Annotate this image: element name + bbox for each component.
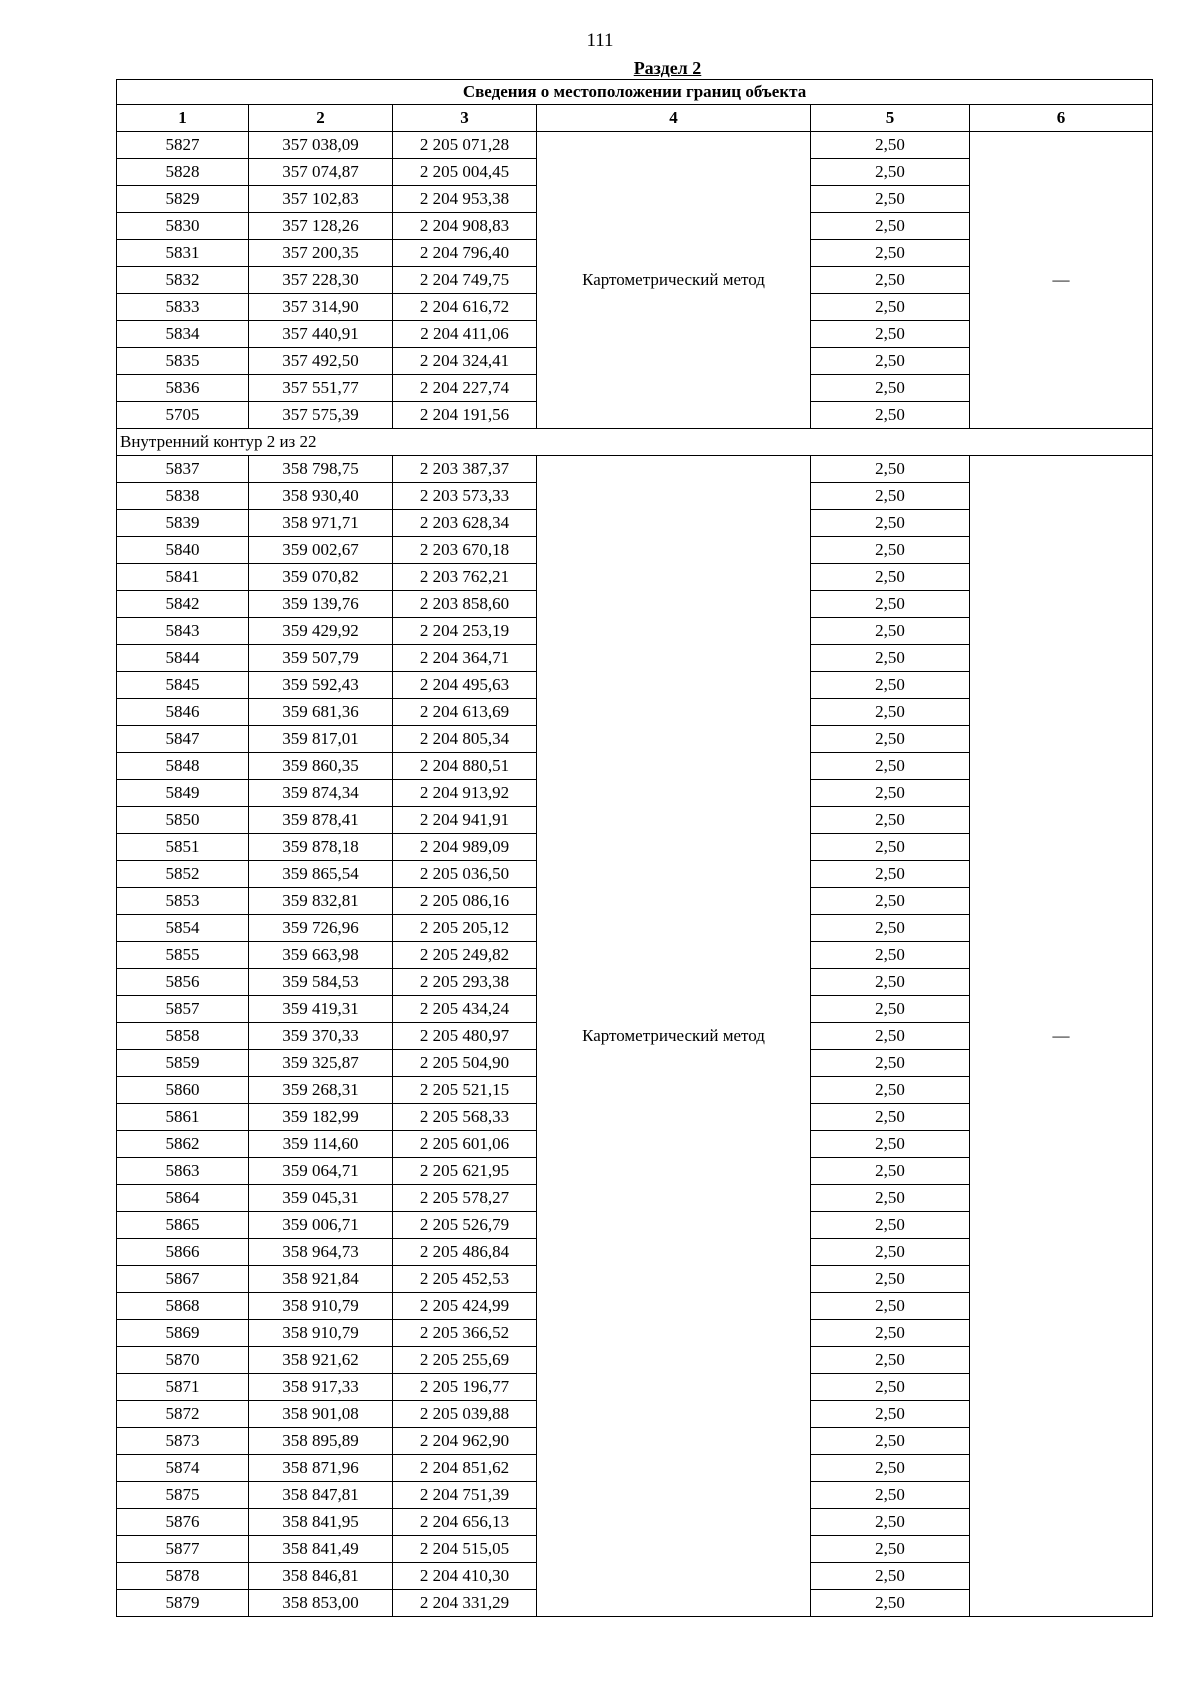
method-cell: Картометрический метод — [537, 132, 811, 429]
accuracy-value: 2,50 — [811, 537, 970, 564]
point-number: 5837 — [117, 456, 249, 483]
point-number: 5830 — [117, 213, 249, 240]
coordinate-x: 358 910,79 — [249, 1293, 393, 1320]
coordinate-x: 358 846,81 — [249, 1563, 393, 1590]
coordinate-x: 359 878,41 — [249, 807, 393, 834]
accuracy-value: 2,50 — [811, 1239, 970, 1266]
point-number: 5827 — [117, 132, 249, 159]
point-number: 5834 — [117, 321, 249, 348]
coordinate-x: 359 832,81 — [249, 888, 393, 915]
coordinate-x: 359 726,96 — [249, 915, 393, 942]
coordinate-x: 357 551,77 — [249, 375, 393, 402]
coordinate-x: 359 325,87 — [249, 1050, 393, 1077]
coordinate-y: 2 205 434,24 — [393, 996, 537, 1023]
coordinate-x: 359 874,34 — [249, 780, 393, 807]
coordinate-x: 359 584,53 — [249, 969, 393, 996]
point-number: 5705 — [117, 402, 249, 429]
coordinate-x: 358 853,00 — [249, 1590, 393, 1617]
point-number: 5848 — [117, 753, 249, 780]
coordinate-x: 359 064,71 — [249, 1158, 393, 1185]
coordinate-y: 2 204 495,63 — [393, 672, 537, 699]
accuracy-value: 2,50 — [811, 618, 970, 645]
point-number: 5842 — [117, 591, 249, 618]
point-number: 5828 — [117, 159, 249, 186]
accuracy-value: 2,50 — [811, 1401, 970, 1428]
accuracy-value: 2,50 — [811, 1266, 970, 1293]
coordinate-y: 2 203 628,34 — [393, 510, 537, 537]
accuracy-value: 2,50 — [811, 1590, 970, 1617]
contour-label: Внутренний контур 2 из 22 — [117, 429, 1153, 456]
accuracy-value: 2,50 — [811, 699, 970, 726]
point-number: 5835 — [117, 348, 249, 375]
point-number: 5843 — [117, 618, 249, 645]
boundary-table — [116, 79, 1153, 1617]
accuracy-value: 2,50 — [811, 888, 970, 915]
coordinate-y: 2 205 452,53 — [393, 1266, 537, 1293]
accuracy-value: 2,50 — [811, 159, 970, 186]
coordinate-x: 357 102,83 — [249, 186, 393, 213]
coordinate-x: 359 865,54 — [249, 861, 393, 888]
point-number: 5850 — [117, 807, 249, 834]
coordinate-y: 2 204 331,29 — [393, 1590, 537, 1617]
point-number: 5876 — [117, 1509, 249, 1536]
accuracy-value: 2,50 — [811, 672, 970, 699]
coordinate-x: 359 139,76 — [249, 591, 393, 618]
accuracy-value: 2,50 — [811, 726, 970, 753]
point-number: 5841 — [117, 564, 249, 591]
coordinate-x: 359 507,79 — [249, 645, 393, 672]
coordinate-x: 359 006,71 — [249, 1212, 393, 1239]
accuracy-value: 2,50 — [811, 807, 970, 834]
coordinate-x: 358 971,71 — [249, 510, 393, 537]
coordinate-x: 359 663,98 — [249, 942, 393, 969]
coordinate-y: 2 204 908,83 — [393, 213, 537, 240]
point-number: 5833 — [117, 294, 249, 321]
point-number: 5865 — [117, 1212, 249, 1239]
point-number: 5857 — [117, 996, 249, 1023]
coordinate-x: 359 592,43 — [249, 672, 393, 699]
coordinate-x: 359 419,31 — [249, 996, 393, 1023]
point-number: 5871 — [117, 1374, 249, 1401]
accuracy-value: 2,50 — [811, 591, 970, 618]
page-number: 111 — [586, 30, 614, 51]
accuracy-value: 2,50 — [811, 564, 970, 591]
point-number: 5864 — [117, 1185, 249, 1212]
accuracy-value: 2,50 — [811, 1212, 970, 1239]
accuracy-value: 2,50 — [811, 1347, 970, 1374]
column-number-row — [117, 105, 1153, 132]
coordinate-y: 2 204 253,19 — [393, 618, 537, 645]
coordinate-y: 2 204 191,56 — [393, 402, 537, 429]
accuracy-value: 2,50 — [811, 834, 970, 861]
accuracy-value: 2,50 — [811, 1563, 970, 1590]
coordinate-y: 2 204 751,39 — [393, 1482, 537, 1509]
accuracy-value: 2,50 — [811, 402, 970, 429]
point-number: 5839 — [117, 510, 249, 537]
coordinate-y: 2 203 762,21 — [393, 564, 537, 591]
point-number: 5879 — [117, 1590, 249, 1617]
coordinate-y: 2 203 573,33 — [393, 483, 537, 510]
accuracy-value: 2,50 — [811, 1428, 970, 1455]
point-number: 5858 — [117, 1023, 249, 1050]
coordinate-y: 2 204 364,71 — [393, 645, 537, 672]
accuracy-value: 2,50 — [811, 1482, 970, 1509]
coordinate-x: 358 841,49 — [249, 1536, 393, 1563]
accuracy-value: 2,50 — [811, 267, 970, 294]
coordinate-y: 2 204 616,72 — [393, 294, 537, 321]
coordinate-x: 357 200,35 — [249, 240, 393, 267]
coordinate-y: 2 204 880,51 — [393, 753, 537, 780]
point-number: 5846 — [117, 699, 249, 726]
accuracy-value: 2,50 — [811, 1104, 970, 1131]
coordinate-x: 359 045,31 — [249, 1185, 393, 1212]
column-number-3: 3 — [393, 105, 537, 132]
coordinate-y: 2 203 387,37 — [393, 456, 537, 483]
coordinate-y: 2 204 953,38 — [393, 186, 537, 213]
coordinate-x: 357 074,87 — [249, 159, 393, 186]
accuracy-value: 2,50 — [811, 1320, 970, 1347]
coordinate-y: 2 205 621,95 — [393, 1158, 537, 1185]
table-row — [117, 132, 1153, 159]
coordinate-x: 357 038,09 — [249, 132, 393, 159]
coordinate-y: 2 204 962,90 — [393, 1428, 537, 1455]
point-number: 5859 — [117, 1050, 249, 1077]
point-number: 5836 — [117, 375, 249, 402]
coordinate-y: 2 205 601,06 — [393, 1131, 537, 1158]
point-number: 5874 — [117, 1455, 249, 1482]
coordinate-y: 2 204 410,30 — [393, 1563, 537, 1590]
point-number: 5855 — [117, 942, 249, 969]
point-number: 5872 — [117, 1401, 249, 1428]
point-number: 5870 — [117, 1347, 249, 1374]
coordinate-x: 359 070,82 — [249, 564, 393, 591]
coordinate-y: 2 205 039,88 — [393, 1401, 537, 1428]
accuracy-value: 2,50 — [811, 915, 970, 942]
coordinate-x: 359 817,01 — [249, 726, 393, 753]
accuracy-value: 2,50 — [811, 996, 970, 1023]
coordinate-y: 2 205 424,99 — [393, 1293, 537, 1320]
accuracy-value: 2,50 — [811, 240, 970, 267]
coordinate-y: 2 204 805,34 — [393, 726, 537, 753]
point-number: 5847 — [117, 726, 249, 753]
coordinate-x: 357 440,91 — [249, 321, 393, 348]
point-number: 5853 — [117, 888, 249, 915]
point-number: 5869 — [117, 1320, 249, 1347]
coordinate-y: 2 204 324,41 — [393, 348, 537, 375]
accuracy-value: 2,50 — [811, 375, 970, 402]
coordinate-x: 358 895,89 — [249, 1428, 393, 1455]
coordinate-x: 359 429,92 — [249, 618, 393, 645]
accuracy-value: 2,50 — [811, 1509, 970, 1536]
accuracy-value: 2,50 — [811, 1185, 970, 1212]
accuracy-value: 2,50 — [811, 132, 970, 159]
accuracy-value: 2,50 — [811, 1293, 970, 1320]
coordinate-y: 2 204 227,74 — [393, 375, 537, 402]
coordinate-y: 2 204 515,05 — [393, 1536, 537, 1563]
coordinate-x: 359 002,67 — [249, 537, 393, 564]
coordinate-x: 358 798,75 — [249, 456, 393, 483]
accuracy-value: 2,50 — [811, 942, 970, 969]
coordinate-y: 2 204 749,75 — [393, 267, 537, 294]
accuracy-value: 2,50 — [811, 1455, 970, 1482]
coordinate-y: 2 204 913,92 — [393, 780, 537, 807]
coordinate-y: 2 205 293,38 — [393, 969, 537, 996]
coordinate-y: 2 205 196,77 — [393, 1374, 537, 1401]
coordinate-x: 358 871,96 — [249, 1455, 393, 1482]
coordinate-y: 2 205 578,27 — [393, 1185, 537, 1212]
coordinate-x: 359 878,18 — [249, 834, 393, 861]
coordinate-x: 357 314,90 — [249, 294, 393, 321]
coordinate-y: 2 204 989,09 — [393, 834, 537, 861]
table-body — [117, 132, 1153, 1617]
accuracy-value: 2,50 — [811, 645, 970, 672]
coordinate-y: 2 204 796,40 — [393, 240, 537, 267]
accuracy-value: 2,50 — [811, 348, 970, 375]
coordinate-x: 359 681,36 — [249, 699, 393, 726]
coordinate-x: 359 182,99 — [249, 1104, 393, 1131]
coordinate-y: 2 205 480,97 — [393, 1023, 537, 1050]
point-number: 5863 — [117, 1158, 249, 1185]
point-number: 5832 — [117, 267, 249, 294]
coordinate-x: 358 901,08 — [249, 1401, 393, 1428]
table-row — [117, 456, 1153, 483]
coordinate-x: 359 860,35 — [249, 753, 393, 780]
point-number: 5877 — [117, 1536, 249, 1563]
coordinate-y: 2 205 004,45 — [393, 159, 537, 186]
coordinate-x: 357 575,39 — [249, 402, 393, 429]
accuracy-value: 2,50 — [811, 1536, 970, 1563]
coordinate-y: 2 205 526,79 — [393, 1212, 537, 1239]
coordinate-x: 358 930,40 — [249, 483, 393, 510]
accuracy-value: 2,50 — [811, 1023, 970, 1050]
point-number: 5854 — [117, 915, 249, 942]
coordinate-y: 2 205 249,82 — [393, 942, 537, 969]
accuracy-value: 2,50 — [811, 1050, 970, 1077]
coordinate-y: 2 205 086,16 — [393, 888, 537, 915]
coordinate-x: 358 921,62 — [249, 1347, 393, 1374]
table-caption: Сведения о местоположении границ объекта — [117, 80, 1153, 105]
contour-row — [117, 429, 1153, 456]
point-number: 5868 — [117, 1293, 249, 1320]
coordinate-y: 2 205 071,28 — [393, 132, 537, 159]
coordinate-x: 358 921,84 — [249, 1266, 393, 1293]
point-number: 5878 — [117, 1563, 249, 1590]
accuracy-value: 2,50 — [811, 1131, 970, 1158]
coordinate-y: 2 204 411,06 — [393, 321, 537, 348]
section-title: Раздел 2 — [633, 58, 702, 78]
point-number: 5831 — [117, 240, 249, 267]
column-number-4: 4 — [537, 105, 811, 132]
coordinate-x: 358 910,79 — [249, 1320, 393, 1347]
coordinate-x: 357 492,50 — [249, 348, 393, 375]
accuracy-value: 2,50 — [811, 294, 970, 321]
coordinate-x: 358 847,81 — [249, 1482, 393, 1509]
coordinate-x: 359 114,60 — [249, 1131, 393, 1158]
coordinate-y: 2 205 205,12 — [393, 915, 537, 942]
point-number: 5852 — [117, 861, 249, 888]
point-number: 5860 — [117, 1077, 249, 1104]
accuracy-value: 2,50 — [811, 483, 970, 510]
column-number-1: 1 — [117, 105, 249, 132]
coordinate-y: 2 205 521,15 — [393, 1077, 537, 1104]
accuracy-value: 2,50 — [811, 510, 970, 537]
accuracy-value: 2,50 — [811, 186, 970, 213]
point-number: 5844 — [117, 645, 249, 672]
point-number: 5845 — [117, 672, 249, 699]
point-number: 5866 — [117, 1239, 249, 1266]
accuracy-value: 2,50 — [811, 861, 970, 888]
coordinate-y: 2 204 851,62 — [393, 1455, 537, 1482]
coordinate-y: 2 205 504,90 — [393, 1050, 537, 1077]
coordinate-y: 2 204 613,69 — [393, 699, 537, 726]
point-number: 5840 — [117, 537, 249, 564]
column-number-2: 2 — [249, 105, 393, 132]
point-number: 5862 — [117, 1131, 249, 1158]
accuracy-value: 2,50 — [811, 456, 970, 483]
coordinate-y: 2 205 255,69 — [393, 1347, 537, 1374]
accuracy-value: 2,50 — [811, 321, 970, 348]
column-6-dash: — — [970, 456, 1153, 1617]
point-number: 5851 — [117, 834, 249, 861]
point-number: 5856 — [117, 969, 249, 996]
point-number: 5875 — [117, 1482, 249, 1509]
coordinate-x: 359 268,31 — [249, 1077, 393, 1104]
coordinate-y: 2 205 568,33 — [393, 1104, 537, 1131]
coordinate-y: 2 203 858,60 — [393, 591, 537, 618]
point-number: 5829 — [117, 186, 249, 213]
accuracy-value: 2,50 — [811, 1158, 970, 1185]
point-number: 5838 — [117, 483, 249, 510]
coordinate-y: 2 205 486,84 — [393, 1239, 537, 1266]
column-number-6: 6 — [970, 105, 1153, 132]
coordinate-x: 358 917,33 — [249, 1374, 393, 1401]
point-number: 5873 — [117, 1428, 249, 1455]
coordinate-x: 357 228,30 — [249, 267, 393, 294]
accuracy-value: 2,50 — [811, 1374, 970, 1401]
accuracy-value: 2,50 — [811, 753, 970, 780]
method-cell: Картометрический метод — [537, 456, 811, 1617]
coordinate-y: 2 205 366,52 — [393, 1320, 537, 1347]
column-number-5: 5 — [811, 105, 970, 132]
accuracy-value: 2,50 — [811, 780, 970, 807]
coordinate-y: 2 203 670,18 — [393, 537, 537, 564]
coordinate-x: 359 370,33 — [249, 1023, 393, 1050]
coordinate-x: 357 128,26 — [249, 213, 393, 240]
point-number: 5867 — [117, 1266, 249, 1293]
coordinate-y: 2 205 036,50 — [393, 861, 537, 888]
point-number: 5861 — [117, 1104, 249, 1131]
coordinate-y: 2 204 941,91 — [393, 807, 537, 834]
point-number: 5849 — [117, 780, 249, 807]
coordinate-x: 358 841,95 — [249, 1509, 393, 1536]
accuracy-value: 2,50 — [811, 1077, 970, 1104]
accuracy-value: 2,50 — [811, 969, 970, 996]
coordinate-y: 2 204 656,13 — [393, 1509, 537, 1536]
coordinate-x: 358 964,73 — [249, 1239, 393, 1266]
column-6-dash: — — [970, 132, 1153, 429]
accuracy-value: 2,50 — [811, 213, 970, 240]
